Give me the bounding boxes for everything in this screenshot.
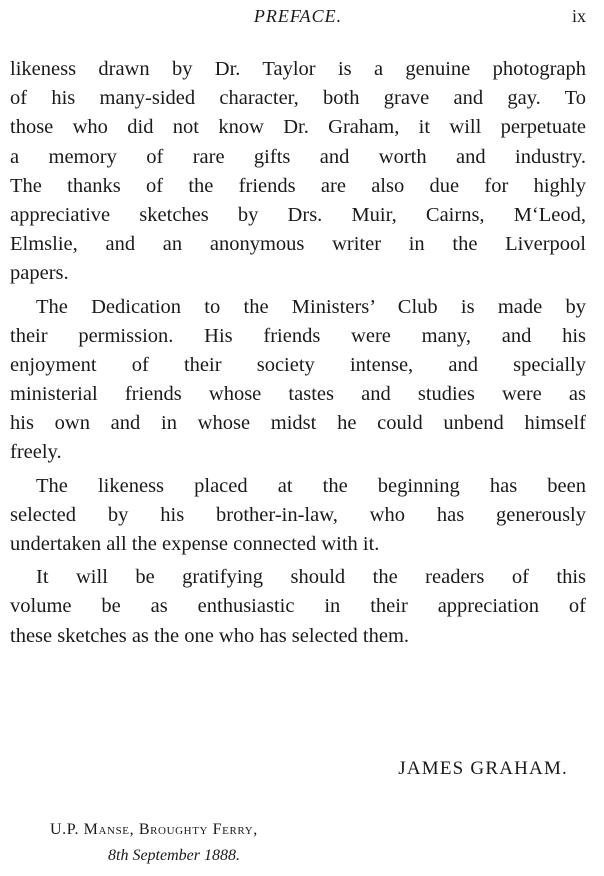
paragraph-4: [10, 563, 586, 651]
page-number: ix: [571, 6, 586, 26]
address-date: 8th September 1888.: [108, 847, 240, 864]
text-line: his own and in whose midst he could unbend himself: [10, 412, 586, 435]
text-line: It will be gratifying should the readers of this: [36, 566, 586, 589]
text-line: enjoyment of their society intense, and specially: [10, 353, 586, 376]
text-line: freely.: [10, 441, 62, 464]
text-line: The likeness placed at the beginning has been: [36, 474, 586, 497]
text-line: The Dedication to the Ministers’ Club is made by: [36, 295, 586, 318]
running-title: PREFACE.: [253, 6, 343, 26]
text-line: volume be as enthusiastic in their appreciation of: [10, 595, 586, 618]
text-line: undertaken all the expense connected with it.: [10, 533, 380, 555]
text-line: The thanks of the friends are also due for highly: [10, 174, 586, 197]
text-line: ministerial friends whose tastes and studies were as: [10, 383, 586, 406]
text-line: likeness drawn by Dr. Taylor is a genuine photograph: [10, 58, 586, 80]
text-line: Elmslie, and an anonymous writer in the Liverpool: [10, 233, 586, 256]
running-head: [10, 6, 586, 30]
text-line: of his many-sided character, both grave and gay. To: [10, 87, 586, 110]
paragraph-2: [10, 293, 586, 468]
text-line: these sketches as the one who has selected them.: [10, 624, 410, 647]
address-place: U.P. Manse, Broughty Ferry,: [50, 821, 258, 838]
text-line: appreciative sketches by Drs. Muir, Cairns, M‘Leod,: [10, 203, 586, 226]
paragraph-1: [10, 55, 586, 289]
text-line: a memory of rare gifts and worth and industry.: [10, 145, 586, 168]
text-line: papers.: [10, 262, 69, 285]
text-line: those who did not know Dr. Graham, it will perpetuate: [10, 116, 586, 139]
text-line: their permission. His friends were many, and his: [10, 324, 586, 347]
text-line: selected by his brother-in-law, who has generously: [10, 503, 586, 526]
address-block: [50, 817, 258, 869]
paragraph-3: [10, 472, 586, 560]
signature: JAMES GRAHAM.: [398, 758, 568, 779]
preface-body: [10, 55, 586, 655]
